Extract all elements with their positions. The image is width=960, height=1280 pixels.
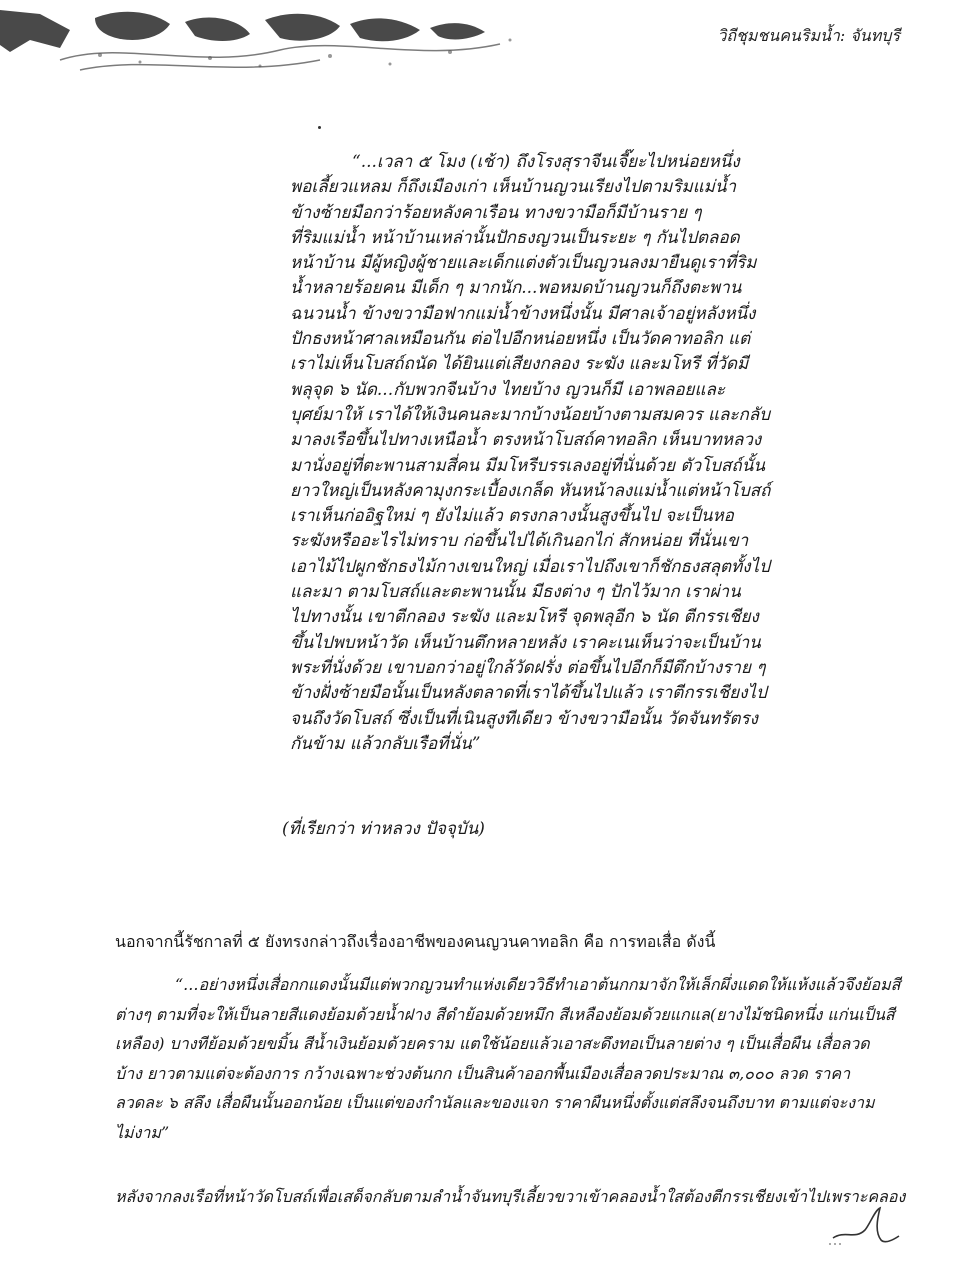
quote-line: กันข้าม แล้วกลับเรือที่นั่น” bbox=[290, 733, 481, 754]
quote-line: ที่ริมแม่น้ำ หน้าบ้านเหล่านั้นปักธงญวนเป็นระยะ ๆ กันไปตลอด bbox=[290, 227, 740, 248]
quote-line: บุศย์มาให้ เราได้ให้เงินคนละมากบ้างน้อยบ้างตามสมควร และกลับ bbox=[290, 404, 771, 425]
quote-line: “...อย่างหนึ่งเสื่อกกแดงนั้นมีแต่พวกญวนทำแห่งเดียววิธีทำเอาต้นกกมาจักให้เล็กผึ่งแดดให้แห้งแล้วจึงย้อมสี bbox=[175, 975, 901, 994]
quote-line: ข้างฝั่งซ้ายมือนั้นเป็นหลังตลาดที่เราได้ขึ้นไปแล้ว เราตีกรรเชียงไป bbox=[290, 683, 767, 704]
quote-line: พระที่นั่งด้วย เขาบอกว่าอยู่ใกล้วัดฝรั่ง ต่อขึ้นไปอีกก็มีตึกบ้างราย ๆ bbox=[290, 657, 766, 678]
quote-line: บ้าง ยาวตามแต่จะต้องการ กว้างเฉพาะช่วงต้นกก เป็นสินค้าออกพื้นเมืองเสื่อลวดประมาณ ๓,๐๐๐ ลวด ราคา bbox=[115, 1063, 851, 1083]
quote-line: ฉนวนน้ำ ข้างขวามือฟากแม่น้ำข้างหนึ่งนั้น มีศาลเจ้าอยู่หลังหนึ่ง bbox=[290, 303, 756, 324]
quote-line: หน้าบ้าน มีผู้หญิงผู้ชายและเด็กแต่งตัวเป็นญวนลงมายืนดูเราที่ริม bbox=[290, 253, 757, 274]
quote-line: เหลือง) บางทีย้อมด้วยขมิ้น สีน้ำเงินย้อมด้วยคราม แตใช้น้อยแล้วเอาสะดึงทอเป็นลายต่าง ๆ เป็นเสื่อผืน เสื่อลวด bbox=[115, 1034, 870, 1053]
quote-line: จนถึงวัดโบสถ์ ซึ่งเป็นที่เนินสูงทีเดียว ข้างขวามือนั้น วัดจันทรัตรง bbox=[290, 708, 758, 729]
mat-weaving-quotation bbox=[115, 970, 925, 1147]
location-note: (ที่เรียกว่า ท่าหลวง ปัจจุบัน) bbox=[282, 819, 485, 839]
handwritten-initial-mark bbox=[825, 1200, 905, 1250]
quote-line: มานั่งอยู่ที่ตะพานสามสี่คน มีมโหรีบรรเลงอยู่ที่นั่นด้วย ตัวโบสถ์นั้น bbox=[290, 455, 765, 476]
quote-line: มาลงเรือขึ้นไปทางเหนือน้ำ ตรงหน้าโบสถ์คาทอลิก เห็นบาทหลวง bbox=[290, 430, 762, 451]
decorative-header-ornament bbox=[0, 0, 560, 80]
speck bbox=[318, 126, 321, 129]
quote-line: ไม่งาม” bbox=[115, 1122, 170, 1142]
quote-line: เราไม่เห็นโบสถ์ถนัด ได้ยินแต่เสียงกลอง ระฆัง และมโหรี ที่วัดมี bbox=[290, 354, 749, 375]
quote-line: ไปทางนั้น เขาตีกลอง ระฆัง และมโหรี จุดพลุอีก ๖ นัด ตีกรรเชียง bbox=[290, 607, 759, 628]
intro-paragraph: นอกจากนี้รัชกาลที่ ๕ ยังทรงกล่าวถึงเรื่องอาชีพของคนญวนคาทอลิก คือ การทอเสื่อ ดังนี้ bbox=[115, 932, 716, 951]
quote-line: เราเห็นก่ออิฐใหม่ ๆ ยังไม่แล้ว ตรงกลางนั้นสูงขึ้นไป จะเป็นหอ bbox=[290, 506, 734, 527]
quote-line: ระฆังหรืออะไรไม่ทราบ ก่อขึ้นไปได้เกินอกไก่ สักหน่อย ที่นั่นเขา bbox=[290, 531, 749, 552]
quote-line: “...เวลา ๕ โมง (เช้า) ถึงโรงสุราจีนเจี๊ยะไปหน่อยหนึ่ง bbox=[352, 152, 740, 172]
quote-line: ขึ้นไปพบหน้าวัด เห็นบ้านตึกหลายหลัง เราคะเนเห็นว่าจะเป็นบ้าน bbox=[290, 632, 761, 653]
quote-line: น้ำหลายร้อยคน มีเด็ก ๆ มากนัก...พอหมดบ้านญวนก็ถึงตะพาน bbox=[290, 278, 742, 299]
quote-line: ต่างๆ ตามที่จะให้เป็นลายสีแดงย้อมด้วยน้ำฝาง สีดำย้อมด้วยหมึก สีเหลืองย้อมด้วยแกแล(ยางไม้ชนิดหนึ่ง แก่นเป็นสี bbox=[115, 1004, 895, 1024]
quote-line: พอเลี้ยวแหลม ก็ถึงเมืองเก่า เห็นบ้านญวนเรียงไปตามริมแม่น้ำ bbox=[290, 177, 737, 198]
quote-line: เอาไม้ไปผูกชักธงไม้กางเขนใหญ่ เมื่อเราไปถึงเขาก็ชักธงสลุตทั้งไป bbox=[290, 556, 770, 577]
quote-line: และมา ตามโบสถ์และตะพานนั้น มีธงต่าง ๆ ปักไว้มาก เราผ่าน bbox=[290, 582, 741, 603]
quote-line: ข้างซ้ายมือกว่าร้อยหลังคาเรือน ทางขวามือก็มีบ้านราย ๆ bbox=[290, 202, 702, 223]
quote-line: ยาวใหญ่เป็นหลังคามุงกระเบื้องเกล็ด หันหน้าลงแม่น้ำแต่หน้าโบสถ์ bbox=[290, 480, 771, 501]
quote-line: พลุจุด ๖ นัด...กับพวกจีนบ้าง ไทยบ้าง ญวนก็มี เอาพลอยและ bbox=[290, 379, 726, 400]
quote-line: ลวดละ ๖ สลึง เสื่อผืนนั้นออกน้อย เป็นแต่ของกำนัลและของแจก ราคาผืนหนึ่งตั้งแต่สลึงจนถึงบาท ตามแต่จะงาม bbox=[115, 1093, 875, 1112]
royal-quotation-block bbox=[290, 150, 771, 757]
closing-paragraph: หลังจากลงเรือที่หน้าวัดโบสถ์เพื่อเสด็จกลับตามลำน้ำจันทบุรีเลี้ยวขวาเข้าคลองน้ำใสต้องตีกรรเชียงเข้าไปเพราะคลอง bbox=[115, 1187, 906, 1206]
running-header-title: วิถีชุมชนคนริมน้ำ: จันทบุรี bbox=[717, 26, 900, 45]
quote-line: ปักธงหน้าศาลเหมือนกัน ต่อไปอีกหน่อยหนึ่ง เป็นวัดคาทอลิก แต่ bbox=[290, 329, 751, 350]
